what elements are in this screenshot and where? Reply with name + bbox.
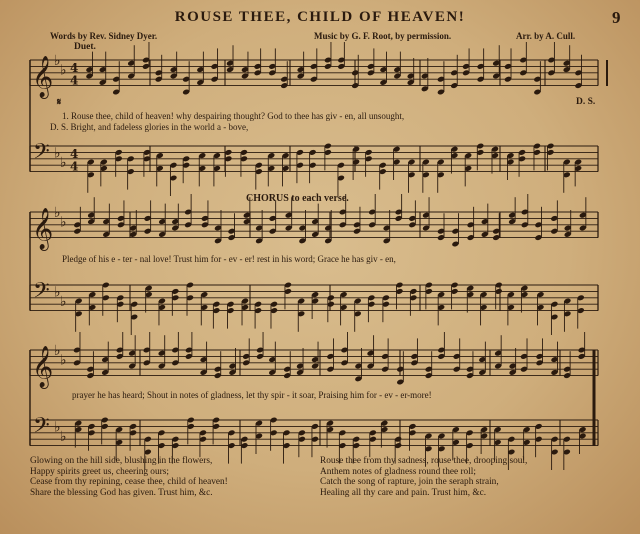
- time-signature: 4: [70, 159, 79, 174]
- flat-sign: ♭: [54, 145, 61, 162]
- time-signature: 4: [70, 146, 79, 161]
- flat-sign: ♭: [54, 205, 61, 221]
- chorus-heading: CHORUS to each verse.: [246, 193, 349, 204]
- verse-left-line: Cease from thy repining, cease thee, child of heaven!: [30, 477, 228, 488]
- verse-right-line: Healing all thy care and pain. Trust him, &c.: [320, 487, 487, 498]
- flat-sign: ♭: [54, 419, 61, 436]
- flat-sign: ♭: [60, 62, 67, 79]
- lyric-line-3: Pledge of his e - ter - nal love! Trust him for - ev - er! rest in his word; Grace he has giv - en,: [62, 254, 396, 264]
- flat-sign: ♭: [60, 429, 67, 445]
- bass-clef: 𝄢: [33, 278, 50, 309]
- flat-sign: ♭: [60, 294, 67, 310]
- arranger-credit: Arr. by A. Cull.: [516, 31, 576, 41]
- duet-label: Duet.: [74, 42, 96, 52]
- words-credit: Words by Rev. Sidney Dyer.: [50, 31, 158, 41]
- treble-clef: 𝄞: [32, 56, 54, 98]
- bass-clef: 𝄢: [33, 139, 50, 170]
- treble-clef: 𝄞: [32, 346, 54, 388]
- flat-sign: ♭: [54, 343, 61, 359]
- verse-right-line: Catch the song of rapture, join the seraph strain,: [320, 477, 499, 488]
- flat-sign: ♭: [60, 214, 67, 231]
- time-signature: 4: [70, 60, 79, 75]
- verse-right-line: Anthem notes of gladness round thee roll;: [320, 466, 476, 477]
- segno-mark: 𝄋: [57, 98, 62, 108]
- lyric-line-4: prayer he has heard; Shout in notes of gladness, let thy spir - it soar, Praising him for - ev - er-more!: [72, 390, 432, 400]
- bass-clef: 𝄢: [33, 413, 50, 444]
- flat-sign: ♭: [60, 352, 67, 369]
- verse-right-line: Rouse thee from thy sadness, rouse thee, drooping soul,: [320, 456, 528, 466]
- ds-mark: D. S.: [576, 97, 596, 107]
- verse-left-line: Happy spirits greet us, cheering ours;: [30, 466, 169, 477]
- treble-clef: 𝄞: [32, 208, 54, 250]
- verse-left-line: Glowing on the hill side, blushing in the flowers,: [30, 456, 213, 466]
- music-credit: Music by G. F. Root, by permission.: [314, 31, 452, 41]
- verse-left-line: Share the blessing God has given. Trust him, &c.: [30, 487, 213, 498]
- repeat-bar: [606, 60, 608, 86]
- time-signature: 4: [70, 73, 79, 88]
- lyric-line-2: D. S. Bright, and fadeless glories in the world a - bove,: [50, 122, 249, 132]
- page-number: 9: [612, 8, 621, 27]
- page-title: ROUSE THEE, CHILD OF HEAVEN!: [174, 9, 466, 25]
- flat-sign: ♭: [54, 284, 61, 301]
- lyric-line-1: 1. Rouse thee, child of heaven! why despairing thought? God to thee has giv - en, all unsought,: [62, 111, 405, 121]
- flat-sign: ♭: [54, 53, 61, 69]
- flat-sign: ♭: [60, 155, 67, 171]
